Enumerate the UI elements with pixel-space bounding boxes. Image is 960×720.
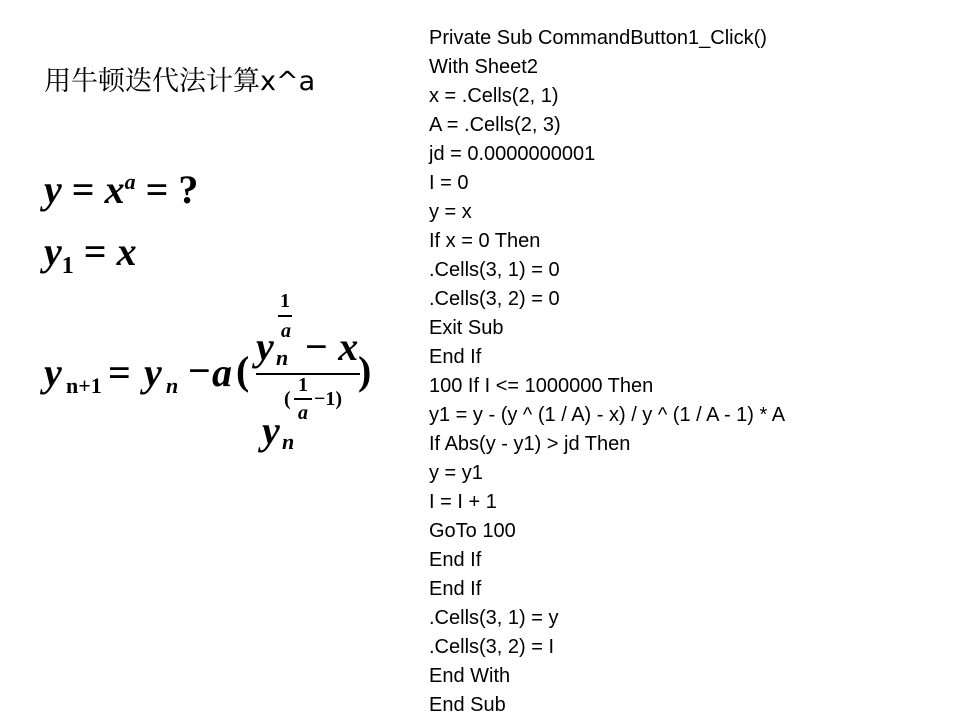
eq3-den-sub-n: n [282, 429, 295, 454]
eq1-equals-2: = [145, 167, 169, 212]
eq1-lhs: y [44, 167, 62, 212]
code-line: A = .Cells(2, 3) [429, 114, 561, 136]
eq1-base: x [104, 167, 125, 212]
code-line: jd = 0.0000000001 [429, 143, 596, 165]
eq3-sub-np1: n+1 [66, 373, 102, 398]
eq3-sub-n: n [166, 373, 179, 398]
eq3-den-lparen: ( [284, 388, 291, 410]
code-line: I = I + 1 [429, 491, 497, 513]
eq3-minus: − [188, 348, 211, 393]
code-line: End If [429, 549, 482, 571]
eq1-exponent: a [124, 169, 136, 194]
equation-iteration [40, 285, 400, 465]
code-line: .Cells(3, 1) = y [429, 607, 559, 629]
code-line: x = .Cells(2, 1) [429, 85, 559, 107]
eq3-num-minus-x: − x [304, 324, 359, 369]
code-line: .Cells(3, 2) = I [429, 636, 555, 658]
eq2-base: y [44, 229, 62, 274]
code-line: y = y1 [429, 462, 483, 484]
eq2-subscript: 1 [61, 253, 74, 279]
code-line: End With [429, 665, 511, 687]
code-line: With Sheet2 [429, 56, 538, 78]
eq3-den-exp-bar [294, 398, 312, 400]
code-line: Private Sub CommandButton1_Click() [429, 27, 767, 49]
code-line: End If [429, 346, 482, 368]
code-line: End If [429, 578, 482, 600]
eq3-num-sub-n: n [276, 345, 289, 370]
eq1-equals: = [71, 167, 95, 212]
vba-code-block [429, 24, 785, 720]
code-line: y1 = y - (y ^ (1 / A) - x) / y ^ (1 / A - 1) * A [429, 404, 786, 426]
eq3-yn: y [144, 350, 162, 395]
eq1-rhs: ? [178, 167, 199, 212]
eq3-num-y: y [256, 324, 274, 369]
code-line: Exit Sub [429, 317, 504, 339]
code-line: .Cells(3, 1) = 0 [429, 259, 560, 281]
eq3-den-y: y [262, 408, 280, 453]
eq3-num-exp-a: a [281, 320, 291, 342]
slide-title: 用牛顿迭代法计算x^a [44, 66, 316, 97]
equation-target [44, 166, 198, 213]
code-line: If Abs(y - y1) > jd Then [429, 433, 631, 455]
eq2-rhs: x [116, 229, 137, 274]
eq3-y: y [44, 350, 62, 395]
eq3-rparen: ) [358, 348, 372, 393]
eq3-equals: = [108, 350, 131, 395]
equation-initial [44, 228, 137, 280]
eq3-den-minus-one: −1) [314, 388, 343, 410]
eq3-num-exp-bar [278, 315, 292, 317]
eq3-lparen: ( [236, 348, 250, 393]
code-line: GoTo 100 [429, 520, 516, 542]
code-line: y = x [429, 201, 472, 223]
eq2-equals: = [83, 229, 107, 274]
eq3-a: a [212, 350, 232, 395]
eq3-main-fraction-bar [256, 373, 360, 375]
code-line: I = 0 [429, 172, 469, 194]
eq3-den-exp-one: 1 [298, 374, 308, 396]
code-line: 100 If I <= 1000000 Then [429, 375, 654, 397]
eq3-num-exp-one: 1 [280, 290, 290, 312]
code-line: End Sub [429, 694, 506, 716]
code-line: If x = 0 Then [429, 230, 541, 252]
code-line: .Cells(3, 2) = 0 [429, 288, 560, 310]
eq3-den-exp-a: a [298, 402, 308, 424]
